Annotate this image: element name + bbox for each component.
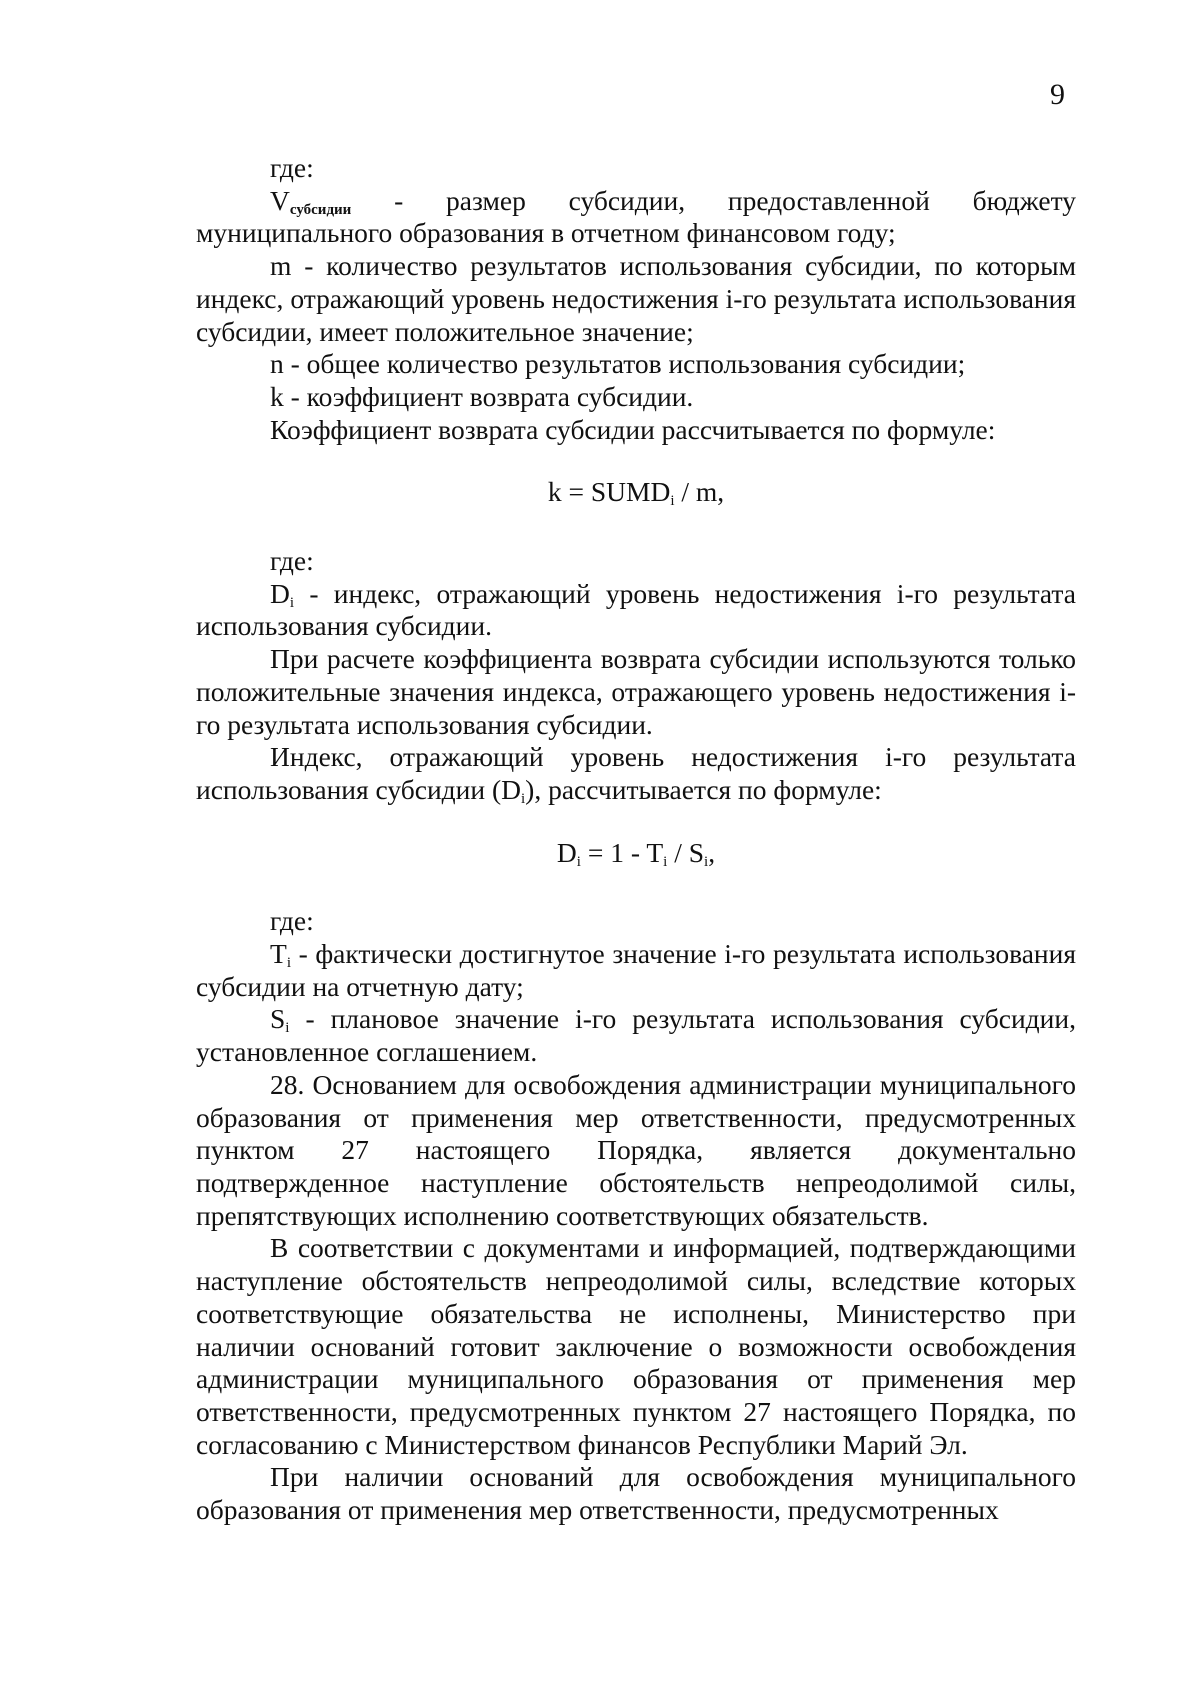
t-symbol: T — [270, 938, 287, 970]
t-subscript: i — [286, 955, 291, 972]
formula-d-subscript: i — [576, 853, 581, 870]
formula-k-part: / m, — [674, 476, 725, 508]
where-label: где: — [270, 545, 314, 577]
definition-n: n - общее количество результатов использования субсидии; — [270, 348, 966, 380]
formula-d-part: , — [708, 836, 716, 868]
formula-d-part: D — [556, 836, 577, 868]
formula-d-subscript: i — [663, 853, 668, 870]
d-symbol: D — [270, 577, 290, 609]
s-symbol: S — [270, 1003, 286, 1035]
paragraph-grounds: При наличии оснований для освобождения муниципального образования от применения мер ответственности, предусмотренных — [196, 1461, 1076, 1526]
formula-d-subscript: i — [704, 853, 709, 870]
positive-values-paragraph: При расчете коэффициента возврата субсидии используются только положительные значения индекса, отражающего уровень недостижения i-го результата использования субсидии. — [196, 643, 1076, 740]
s-subscript: i — [285, 1020, 290, 1037]
d-definition-text: - индекс, отражающий уровень недостижения i-го результата использования субсидии. — [196, 577, 1076, 642]
formula-d-part: / S — [667, 836, 705, 868]
definition-d — [196, 578, 1076, 643]
d-subscript: i — [289, 594, 295, 611]
v-symbol: V — [270, 184, 290, 216]
definition-m: m - количество результатов использования субсидии, по которым индекс, отражающий уровень недостижения i-го результата использования субсидии, имеет положительное значение; — [196, 250, 1076, 347]
definition-k: k - коэффициент возврата субсидии. — [270, 380, 694, 412]
where-label: где: — [270, 152, 314, 183]
index-intro-part: ), рассчитывается по формуле: — [525, 773, 882, 805]
t-definition-text: - фактически достигнутое значение i-го результата использования субсидии на отчетную дату; — [196, 938, 1076, 1002]
index-formula-intro — [196, 741, 1076, 806]
v-subscript: субсидии — [289, 201, 352, 218]
document-body — [196, 152, 1076, 1527]
paragraph-accordance: В соответствии с документами и информацией, подтверждающими наступление обстоятельств непреодолимой силы, вследствие которых соответствующие обязательства не исполнены, Министерство при наличии оснований готовит заключение о возможности освобождения администрации муниципального образования от применения мер ответственности, предусмотренных пунктом 27 настоящего Порядка, по согласованию с Министерством финансов Республики Марий Эл. — [196, 1232, 1076, 1460]
paragraph-28: 28. Основанием для освобождения администрации муниципального образования от применения мер ответственности, предусмотренных пунктом 27 настоящего Порядка, является документально подтвержденное наступление обстоятельств непреодолимой силы, препятствующих исполнению соответствующих обязательств. — [196, 1068, 1076, 1231]
formula-d-part: = 1 - T — [580, 836, 664, 868]
v-definition-text: - размер субсидии, предоставленной бюджету муниципального образования в отчетном финансовом году; — [196, 184, 1076, 249]
definition-v — [196, 185, 1076, 250]
index-intro-part: Индекс, отражающий уровень недостижения i-го результата использования субсидии (D — [196, 741, 1076, 805]
definition-s — [196, 1003, 1076, 1068]
definition-t — [196, 938, 1076, 1003]
where-label: где: — [270, 905, 314, 937]
s-definition-text: - плановое значение i-го результата использования субсидии, установленное соглашением. — [196, 1003, 1076, 1068]
k-formula-intro: Коэффициент возврата субсидии рассчитывается по формуле: — [270, 413, 996, 445]
formula-k — [196, 476, 1076, 509]
formula-d — [196, 837, 1076, 870]
index-intro-subscript: i — [521, 790, 526, 807]
formula-k-subscript: i — [670, 493, 675, 510]
formula-k-part: k = SUMD — [547, 476, 671, 508]
page-number: 9 — [1050, 78, 1065, 111]
